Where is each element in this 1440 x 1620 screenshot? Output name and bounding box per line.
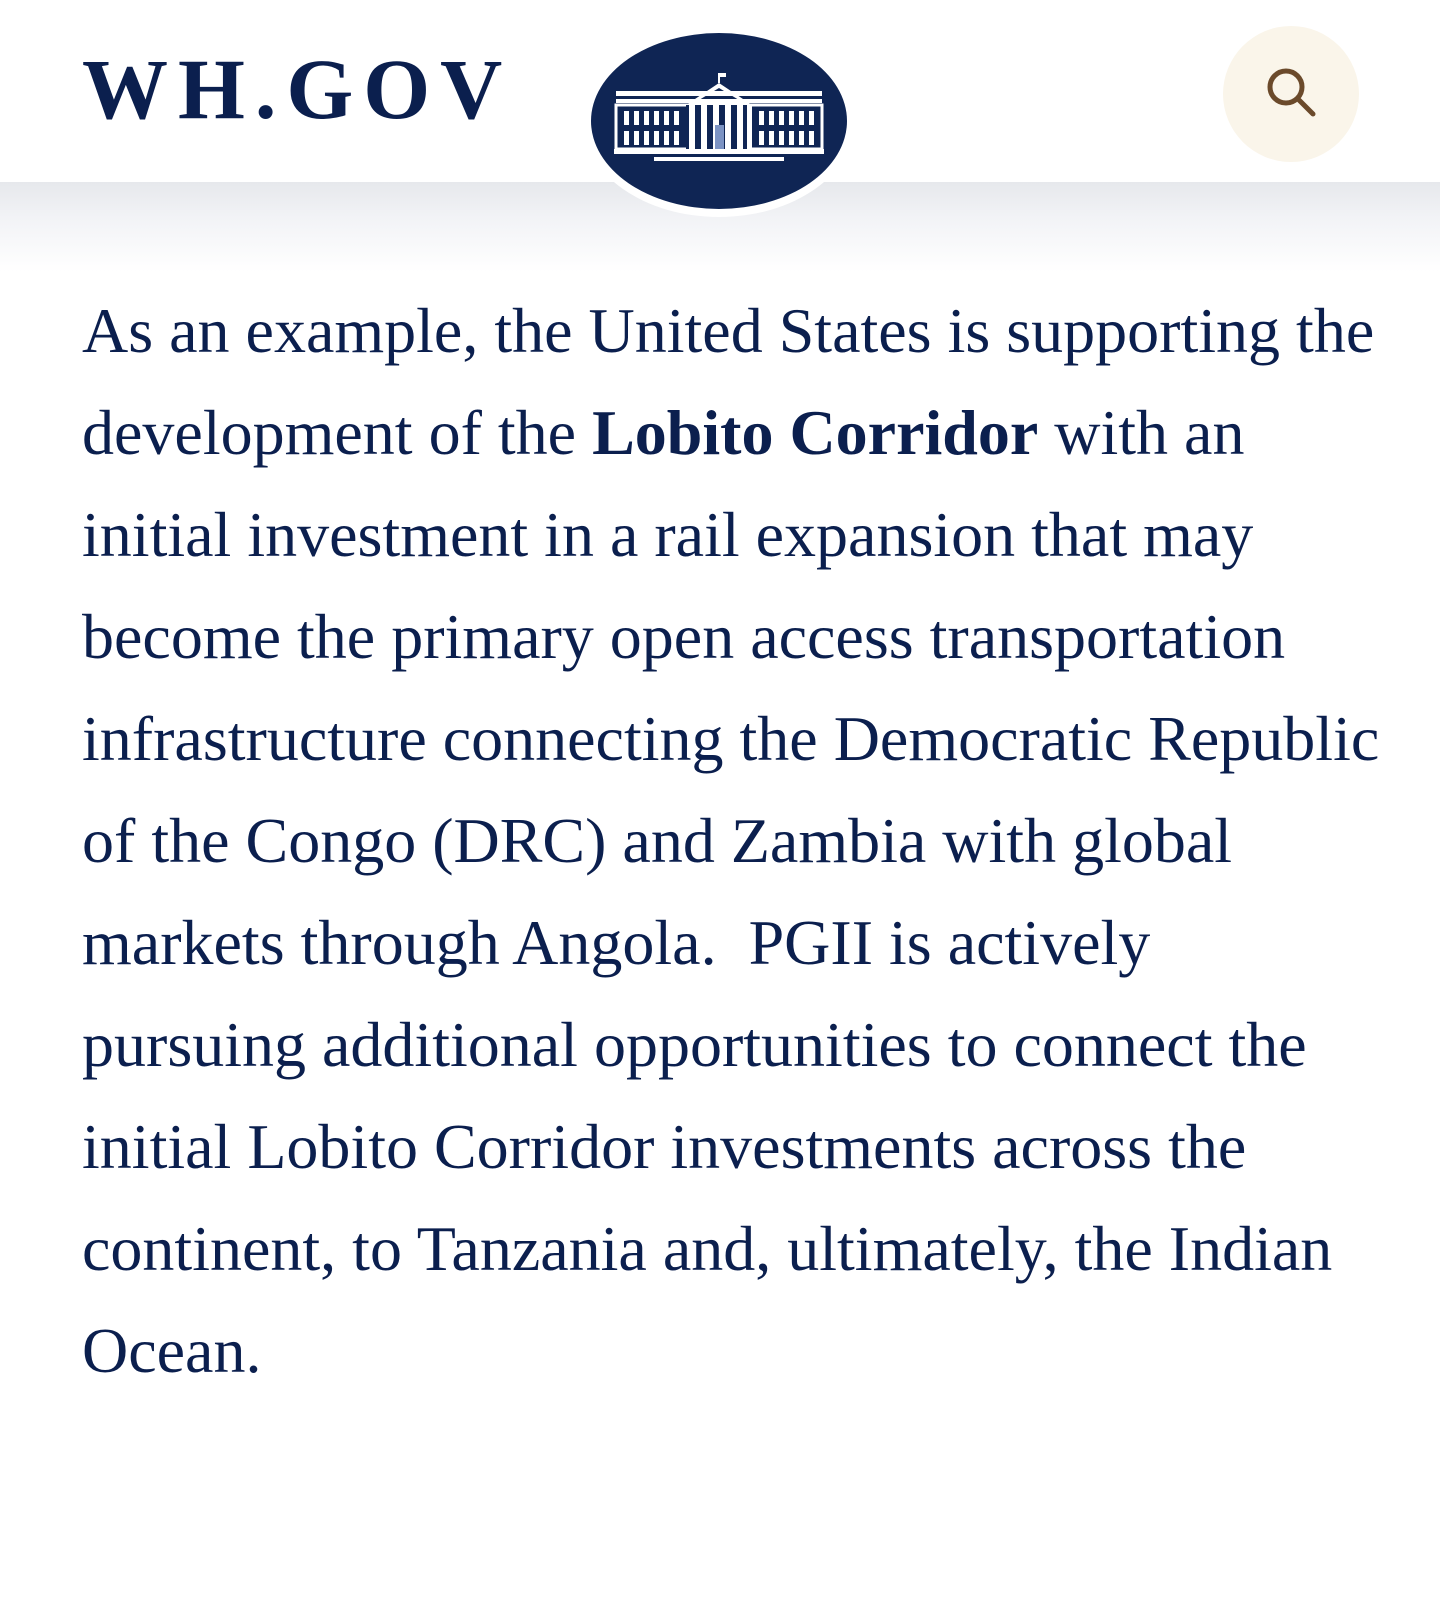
white-house-seal-icon — [614, 71, 824, 171]
article-text: As an example, the United States is supporting the development of the — [82, 295, 1375, 468]
article-paragraph — [82, 280, 1382, 1402]
site-brand-link[interactable]: WH.GOV — [82, 41, 513, 137]
search-icon — [1263, 64, 1319, 125]
white-house-seal-link[interactable] — [583, 25, 855, 217]
search-button[interactable] — [1223, 26, 1359, 162]
article-text: with an initial investment in a rail expansion that may become the primary open access transportation infrastructure connecting the Democratic Republic of the Congo (DRC) and Zambia with global markets through Angola. PGII is actively pursuing additional opportunities to connect the initial Lobito Corridor investments across the continent, to Tanzania and, ultimately, the Indian Ocean. — [82, 397, 1380, 1386]
article-bold-term: Lobito Corridor — [592, 397, 1039, 468]
